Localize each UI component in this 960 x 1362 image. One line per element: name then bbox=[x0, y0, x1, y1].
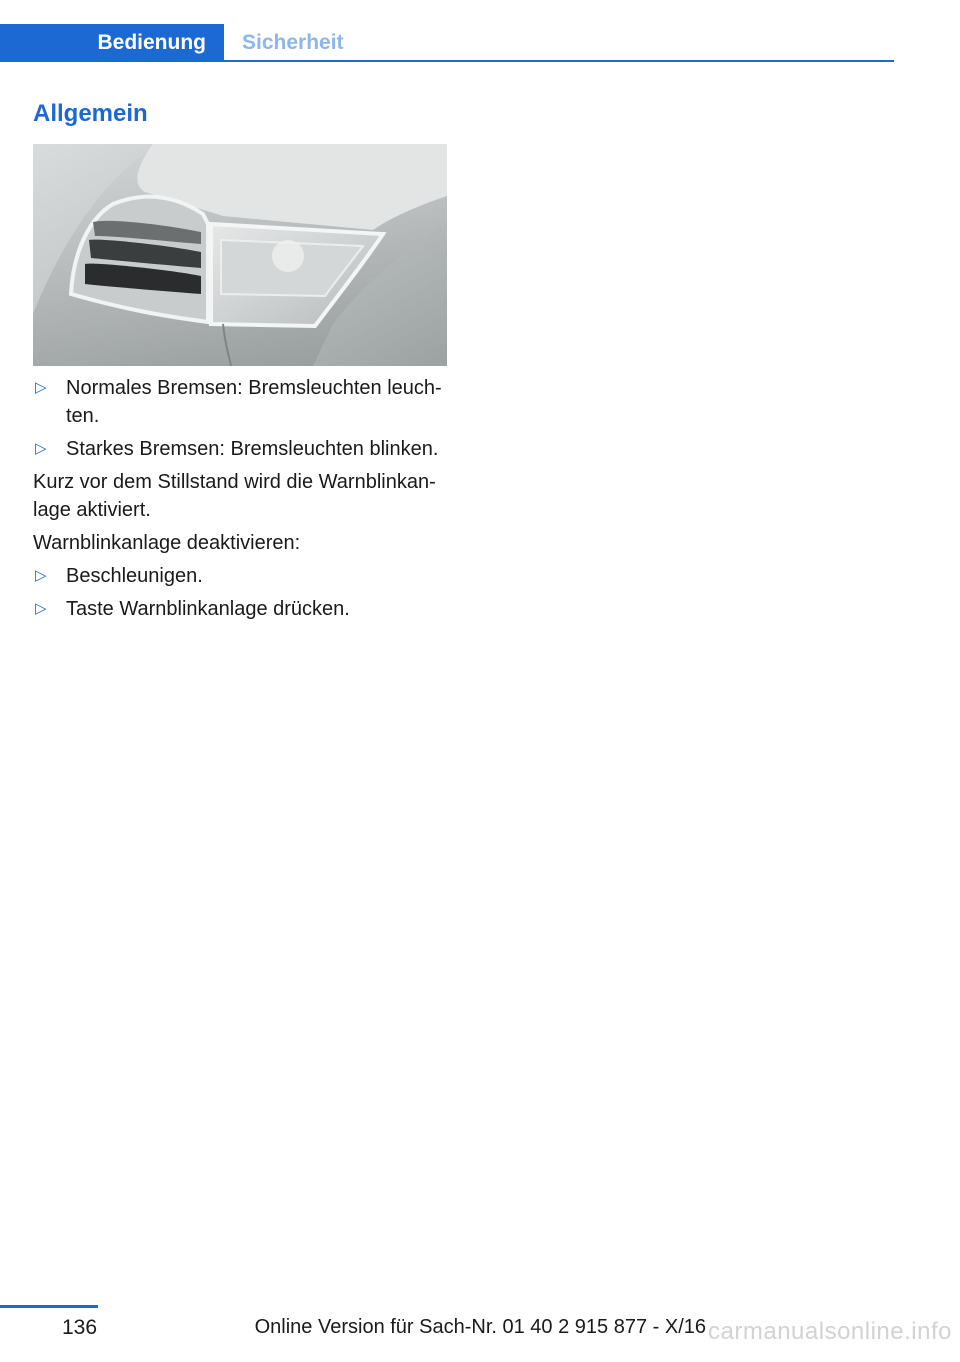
header-divider bbox=[224, 60, 894, 62]
content bbox=[33, 374, 447, 628]
list-item-text: Beschleunigen. bbox=[66, 565, 203, 587]
list-item-text: Starkes Bremsen: Bremsleuchten blinken. bbox=[66, 438, 439, 460]
list-item bbox=[33, 562, 447, 590]
page-number: 136 bbox=[62, 1316, 98, 1339]
list-item bbox=[33, 435, 447, 463]
list-item-text: Normales Bremsen: Bremsleuchten leuch-ten. bbox=[66, 377, 442, 427]
list-item bbox=[33, 374, 447, 430]
paragraph: Warnblinkanlage deaktivieren: bbox=[33, 532, 301, 554]
tab-bedienung[interactable] bbox=[0, 24, 224, 62]
triangle-bullet-icon: ▷ bbox=[35, 600, 47, 617]
list-item-text: Taste Warnblinkanlage drücken. bbox=[66, 598, 350, 620]
tail-light-illustration bbox=[33, 144, 447, 366]
list-item bbox=[33, 595, 447, 623]
triangle-bullet-icon: ▷ bbox=[35, 379, 47, 396]
footer-divider bbox=[0, 1305, 98, 1308]
tab-sicherheit-label: Sicherheit bbox=[242, 31, 344, 54]
tab-bedienung-label: Bedienung bbox=[97, 31, 206, 54]
watermark: carmanualsonline.info bbox=[708, 1318, 952, 1345]
triangle-bullet-icon: ▷ bbox=[35, 567, 47, 584]
online-version-text: Online Version für Sach-Nr. 01 40 2 915 877 - X/16 bbox=[254, 1316, 706, 1338]
section-title: Allgemein bbox=[33, 100, 148, 127]
triangle-bullet-icon: ▷ bbox=[35, 440, 47, 457]
paragraph: Kurz vor dem Stillstand wird die Warnblinkan-lage aktiviert. bbox=[33, 471, 436, 521]
tab-sicherheit[interactable] bbox=[224, 24, 344, 62]
tail-light-icon bbox=[33, 144, 447, 366]
header-tabs bbox=[0, 24, 894, 62]
